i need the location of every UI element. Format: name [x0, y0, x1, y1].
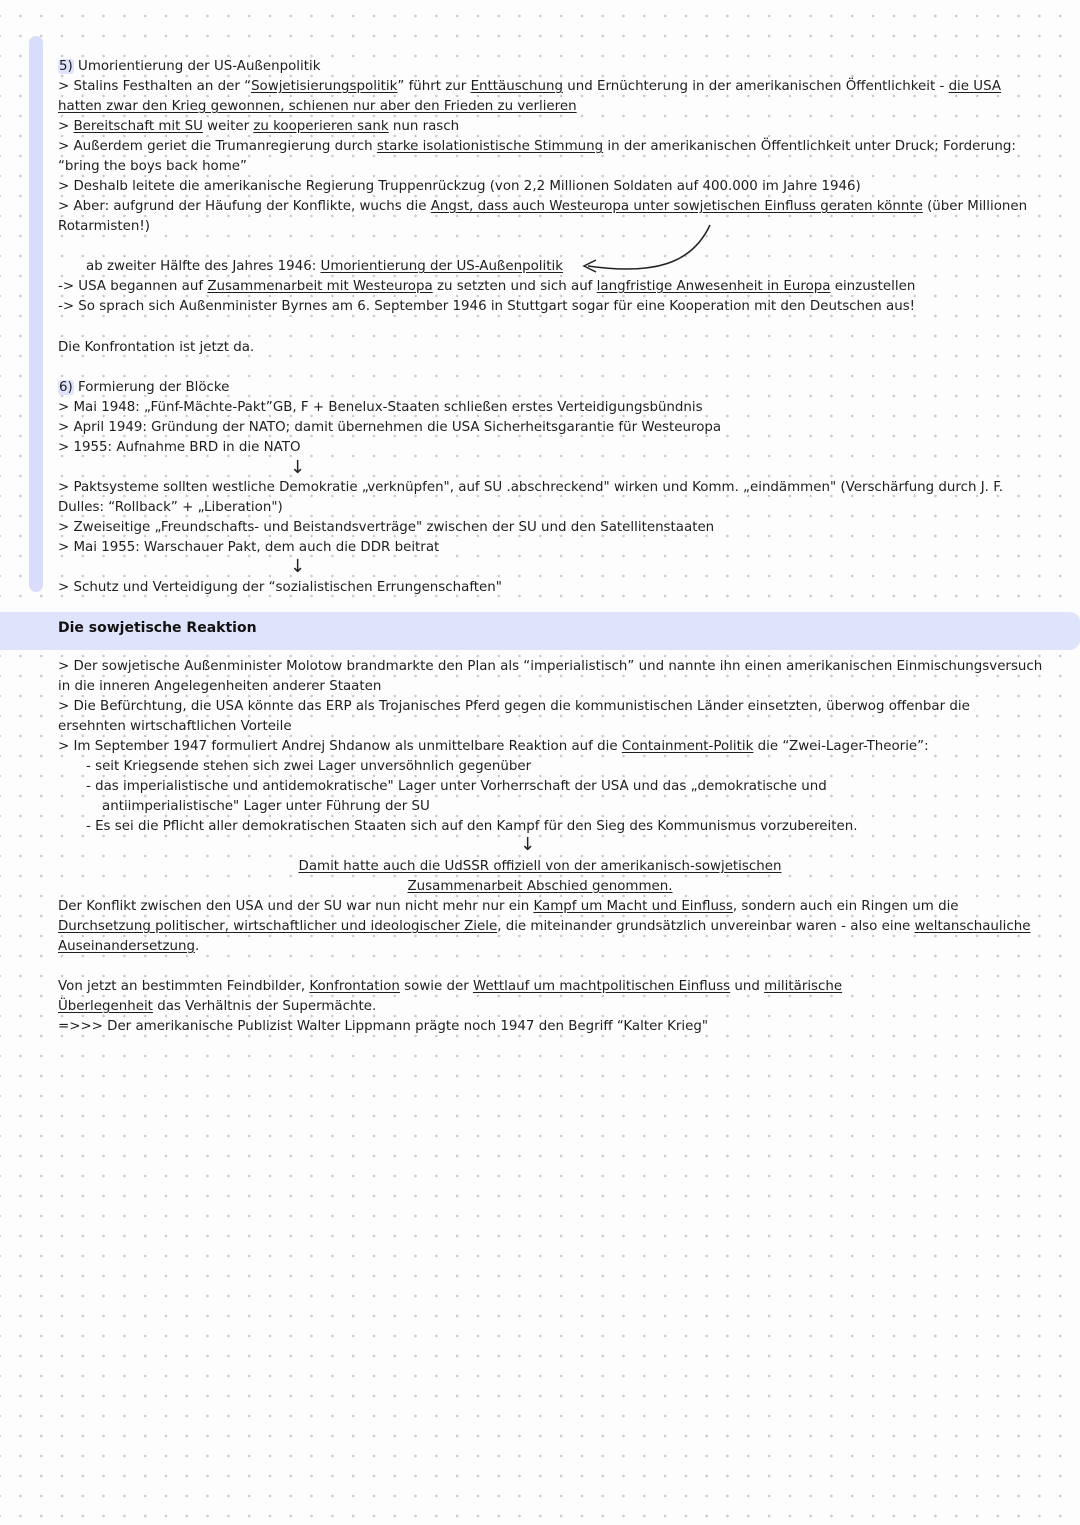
s5-line-3: > Bereitschaft mit SU weiter zu kooperieren sank nun rasch	[58, 119, 460, 134]
s6-line-6: > Zweiseitige „Freundschafts- und Beistandsverträge" zwischen der SU und den Satellitenstaaten	[58, 520, 715, 535]
s5-line-10: -> USA begannen auf Zusammenarbeit mit Westeuropa zu setzten und sich auf langfristige Anwesenheit in Europa einzustellen	[58, 279, 916, 294]
s5-line-9: ab zweiter Hälfte des Jahres 1946: Umorientierung der US-Außenpolitik	[86, 259, 563, 274]
section-6-title: Formierung der Blöcke	[78, 380, 230, 395]
down-arrow-icon: ↓	[520, 834, 536, 855]
s5-line-6: > Deshalb leitete die amerikanische Regierung Truppenrückzug (von 2,2 Millionen Soldaten auf 400.000 im Jahre 1946)	[58, 179, 861, 194]
section-5-title: Umorientierung der US-Außenpolitik	[78, 59, 321, 74]
s5-line-5: “bring the boys back home”	[58, 159, 247, 174]
reaction-bullet-3: - Es sei die Pflicht aller demokratischen Staaten sich auf den Kampf für den Sieg des Kommunismus vorzubereiten.	[86, 819, 858, 834]
para-2-line-2: Überlegenheit das Verhältnis der Supermächte.	[58, 999, 377, 1014]
s5-line-4: > Außerdem geriet die Trumanregierung durch starke isolationistische Stimmung in der amerikanischen Öffentlichkeit unter Druck; Forderung:	[58, 139, 1016, 154]
para-1-line-1: Der Konflikt zwischen den USA und der SU war nun nicht mehr nur ein Kampf um Macht und Einfluss, sondern auch ein Ringen um die	[58, 899, 959, 914]
curved-arrow-icon	[570, 222, 720, 282]
centered-conclusion-1: Damit hatte auch die UdSSR offiziell von der amerikanisch-sowjetischen	[298, 859, 782, 874]
reaction-line-4: ersehnten wirtschaftlichen Vorteile	[58, 719, 292, 734]
s6-line-2: > April 1949: Gründung der NATO; damit übernehmen die USA Sicherheitsgarantie für Westeuropa	[58, 420, 722, 435]
para-2-line-3: =>>> Der amerikanische Publizist Walter Lippmann prägte noch 1947 den Begriff “Kalter Krieg"	[58, 1019, 708, 1034]
reaction-bullet-2: - das imperialistische und antidemokratische" Lager unter Vorherrschaft der USA und das „demokratische und	[86, 779, 827, 794]
reaction-line-2: in die inneren Angelegenheiten anderer Staaten	[58, 679, 382, 694]
s6-line-8: > Schutz und Verteidigung der “sozialistischen Errungenschaften"	[58, 580, 502, 595]
section-5-number: 5)	[59, 59, 73, 74]
reaction-bullet-2-cont: antiimperialistische" Lager unter Führung der SU	[102, 799, 430, 814]
down-arrow-icon: ↓	[290, 556, 306, 577]
reaction-bullet-1: - seit Kriegsende stehen sich zwei Lager unversöhnlich gegenüber	[86, 759, 532, 774]
para-2-line-1: Von jetzt an bestimmten Feindbilder, Konfrontation sowie der Wettlauf um machtpolitischen Einfluss und militärische	[58, 979, 843, 994]
s5-line-2: hatten zwar den Krieg gewonnen, schienen nur aber den Frieden zu verlieren	[58, 99, 577, 114]
s6-line-4: > Paktsysteme sollten westliche Demokratie „verknüpfen", auf SU .abschreckend" wirken und Komm. „eindämmen" (Verschärfung durch J. F.	[58, 480, 1004, 495]
reaction-line-1: > Der sowjetische Außenminister Molotow brandmarkte den Plan als “imperialistisch” und nannte ihn einen amerikanischen Einmischungsversuch	[58, 659, 1043, 674]
section-margin-bar	[29, 36, 43, 592]
s5-line-1: > Stalins Festhalten an der “Sowjetisierungspolitik” führt zur Enttäuschung und Ernüchterung in der amerikanischen Öffentlichkeit - die USA	[58, 79, 1001, 94]
reaction-heading: Die sowjetische Reaktion	[58, 620, 257, 636]
s5-line-11: -> So sprach sich Außenminister Byrnes am 6. September 1946 in Stuttgart sogar für eine Kooperation mit den Deutschen aus!	[58, 299, 916, 314]
s5-line-7: > Aber: aufgrund der Häufung der Konflikte, wuchs die Angst, dass auch Westeuropa unter sowjetischen Einfluss geraten könnte (über Millionen	[58, 199, 1028, 214]
s5-line-8: Rotarmisten!)	[58, 219, 150, 234]
s6-line-7: > Mai 1955: Warschauer Pakt, dem auch die DDR beitrat	[58, 540, 440, 555]
reaction-line-5: > Im September 1947 formuliert Andrej Shdanow als unmittelbare Reaktion auf die Containment-Politik die “Zwei-Lager-Theorie”:	[58, 739, 929, 754]
s5-conclusion: Die Konfrontation ist jetzt da.	[58, 340, 255, 355]
reaction-line-3: > Die Befürchtung, die USA könnte das ERP als Trojanisches Pferd gegen die kommunistischen Länder einsetzten, überwog offenbar die	[58, 699, 970, 714]
section-6-number: 6)	[59, 380, 73, 395]
centered-conclusion-2: Zusammenarbeit Abschied genommen.	[407, 879, 673, 894]
section-6-heading	[58, 378, 229, 398]
s6-line-3: > 1955: Aufnahme BRD in die NATO	[58, 440, 301, 455]
section-5-heading	[58, 57, 320, 77]
s6-line-1: > Mai 1948: „Fünf-Mächte-Pakt”GB, F + Benelux-Staaten schließen erstes Verteidigungsbündnis	[58, 400, 703, 415]
s6-line-5: Dulles: “Rollback” + „Liberation")	[58, 500, 283, 515]
down-arrow-icon: ↓	[290, 457, 306, 478]
para-1-line-2: Durchsetzung politischer, wirtschaftlicher und ideologischer Ziele, die miteinander grundsätzlich unvereinbar waren - also eine weltanschauliche	[58, 919, 1031, 934]
para-1-line-3: Auseinandersetzung.	[58, 939, 200, 954]
